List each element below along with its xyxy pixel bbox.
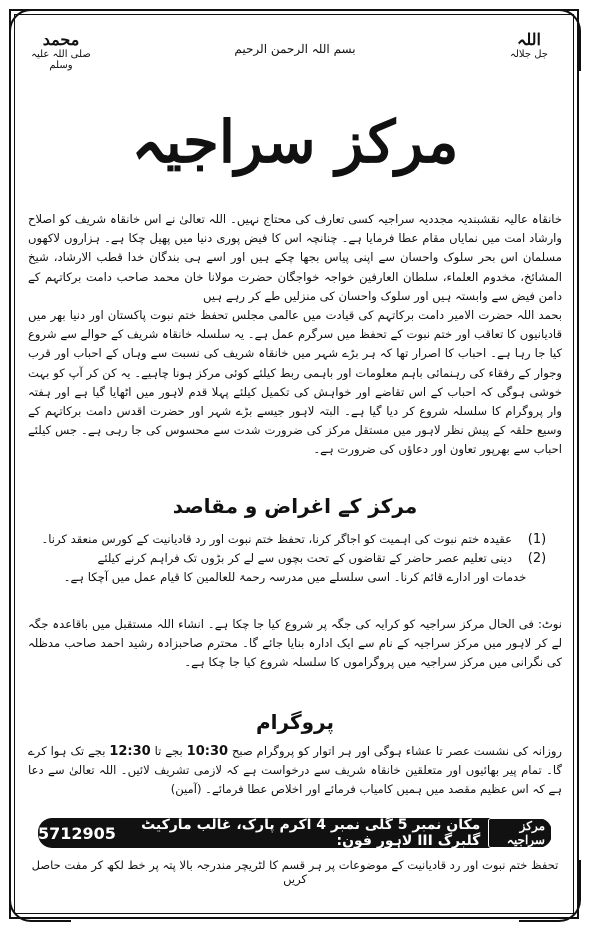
program-time-start: 10:30 — [186, 744, 229, 759]
objective-text: عقیدہ ختم نبوت کی اہمیت کو اجاگر کرنا، تحفظ ختم نبوت اور رد قادیانیت کے کورس منعقد کرنا۔ — [41, 532, 512, 546]
program-paragraph — [28, 742, 562, 800]
seal-muhammad — [28, 30, 94, 88]
program-heading: پروگرام — [256, 710, 334, 734]
note-paragraph: نوٹ: فی الحال مرکز سراجیہ کو کرایہ کی جگہ پر شروع کیا جا چکا ہے۔ انشاء اللہ مستقبل میں باقاعدہ جگہ لے کر لاہور میں مرکز سراجیہ کے نام سے ایک ادارہ بنایا جائے گا۔ محترم صاحبزادہ رشید احمد صاحب مدظلہ کی نگرانی میں مرکز سراجیہ میں پروگراموں کا سلسلہ شروع کیا جا چکا ہے۔ — [28, 617, 562, 670]
markaz-logo: مرکز سراجیہ — [488, 818, 552, 848]
intro-section — [28, 210, 562, 460]
seal-word: محمد — [42, 30, 80, 49]
footer-text: تحفظ ختم نبوت اور رد قادیانیت کے موضوعات پر ہر قسم کا لٹریچر مندرجہ بالا پتہ پر خط لکھ کر مفت حاصل کریں — [31, 858, 559, 886]
bismillah: بسم اللہ الرحمن الرحیم — [234, 42, 356, 56]
address-text: مکان نمبر 5 گلی نمبر 4 اکرم پارک، غالب مارکیٹ گلبرگ III لاہور فون: — [141, 817, 481, 849]
objective-number: (1) — [527, 532, 547, 547]
program-text: بجے تا — [154, 744, 183, 758]
objective-item — [28, 549, 562, 568]
objective-item — [28, 530, 562, 549]
seal-caption: جل جلالہ — [510, 49, 548, 60]
program-time-end: 12:30 — [109, 744, 151, 759]
objective-number: (2) — [527, 551, 547, 567]
phone-number: 5712905 — [38, 823, 116, 843]
objectives-heading: مرکز کے اغراض و مقاصد — [172, 494, 418, 518]
intro-paragraph: بحمد اللہ حضرت الامیر دامت برکاتہم کی قیادت میں عالمی مجلس تحفظ ختم نبوت پاکستان اور دنیا بھر میں قادیانیوں کا تعاقب اور ختم نبوت کے تحفظ میں سرگرم عمل ہے۔ یہ سلسلہ خانقاہ شریف کے حوالے سے شروع کیا جا رہا ہے۔ احباب کا اصرار تھا کہ ہر بڑے شہر میں خانقاہ شریف کی نسبت سے وہاں کے احباب اور قرب وجوار کے رفقاء کی رہنمائی باہم معلومات اور باہمی ربط کیلئے کوئی مرکز ہونا چاہیے۔ یہ کن کر آپ کو بہت خوشی ہوگی کہ احباب کے اس تقاضے اور خواہش کی تکمیل کیلئے پہلا قدم لاہور میں اٹھایا گیا ہے اور ہفتہ وار پروگرام کا سلسلہ شروع کر دیا گیا ہے۔ البتہ لاہور جیسے بڑے شہر اور حضرت اقدس دامت برکاتہم کے وسیع حلقہ کے پیش نظر لاہور میں مستقل مرکز کی ضرورت شدت سے محسوس کی جا رہی ہے۔ جس کیلئے احباب سے بھرپور تعاون اور دعاؤں کی ضرورت ہے۔ — [28, 308, 562, 457]
objective-continuation: خدمات اور ادارے قائم کرنا۔ اسی سلسلے میں مدرسہ رحمۃ للعالمین کا قیام عمل میں آچکا ہے۔ — [63, 570, 527, 585]
objective-text: دینی تعلیم عصر حاضر کے تقاضوں کے تحت بچوں سے لے کر بڑوں تک فراہم کرنے کیلئے — [97, 551, 512, 566]
program-text: بجے تک ہوا کرے گا۔ تمام پیر بھائیوں اور متعلقین خانقاہ شریف سے درخواست ہے کہ لازمی تشریف لائیں۔ اللہ تعالیٰ سے دعا ہے کہ اس عظیم مقصد میں ہمیں کامیاب فرمائے اور اخلاص عطا فرمائے۔ (آمین) — [28, 744, 562, 797]
seal-word: اللہ — [517, 30, 541, 49]
intro-paragraph: خانقاہ عالیہ نقشبندیہ مجددیہ سراجیہ کسی تعارف کی محتاج نہیں۔ اللہ تعالیٰ نے اس خانقاہ شریف کو اصلاح وارشاد امت میں نمایاں مقام عطا فرمایا ہے۔ چنانچہ اس کا فیض پوری دنیا میں پھیل چکا ہے۔ ہزاروں لاکھوں مسلمان اس بحر سلوک واحسان سے اپنی پیاس بجھا چکے ہیں اور اسے ہی بندگان خدا قطب الارشاد، شیخ المشائخ، مخدوم العلماء، سلطان العارفین خواجہ خواجگان حضرت مولانا خان محمد صاحب دامت برکاتہم کے دامن فیض سے وابستہ ہیں اور سلوک واحسان کی منزلیں طے کر رہے ہیں — [28, 212, 562, 303]
page-title: مرکز سراجیہ — [131, 108, 459, 176]
program-text: روزانہ کی نشست عصر تا عشاء ہوگی اور ہر اتوار کو پروگرام صبح — [231, 744, 563, 758]
seal-allah — [496, 30, 562, 88]
objectives-list — [28, 530, 562, 588]
seal-caption: صلی اللہ علیہ وسلم — [31, 49, 91, 71]
address-bar — [38, 818, 552, 848]
